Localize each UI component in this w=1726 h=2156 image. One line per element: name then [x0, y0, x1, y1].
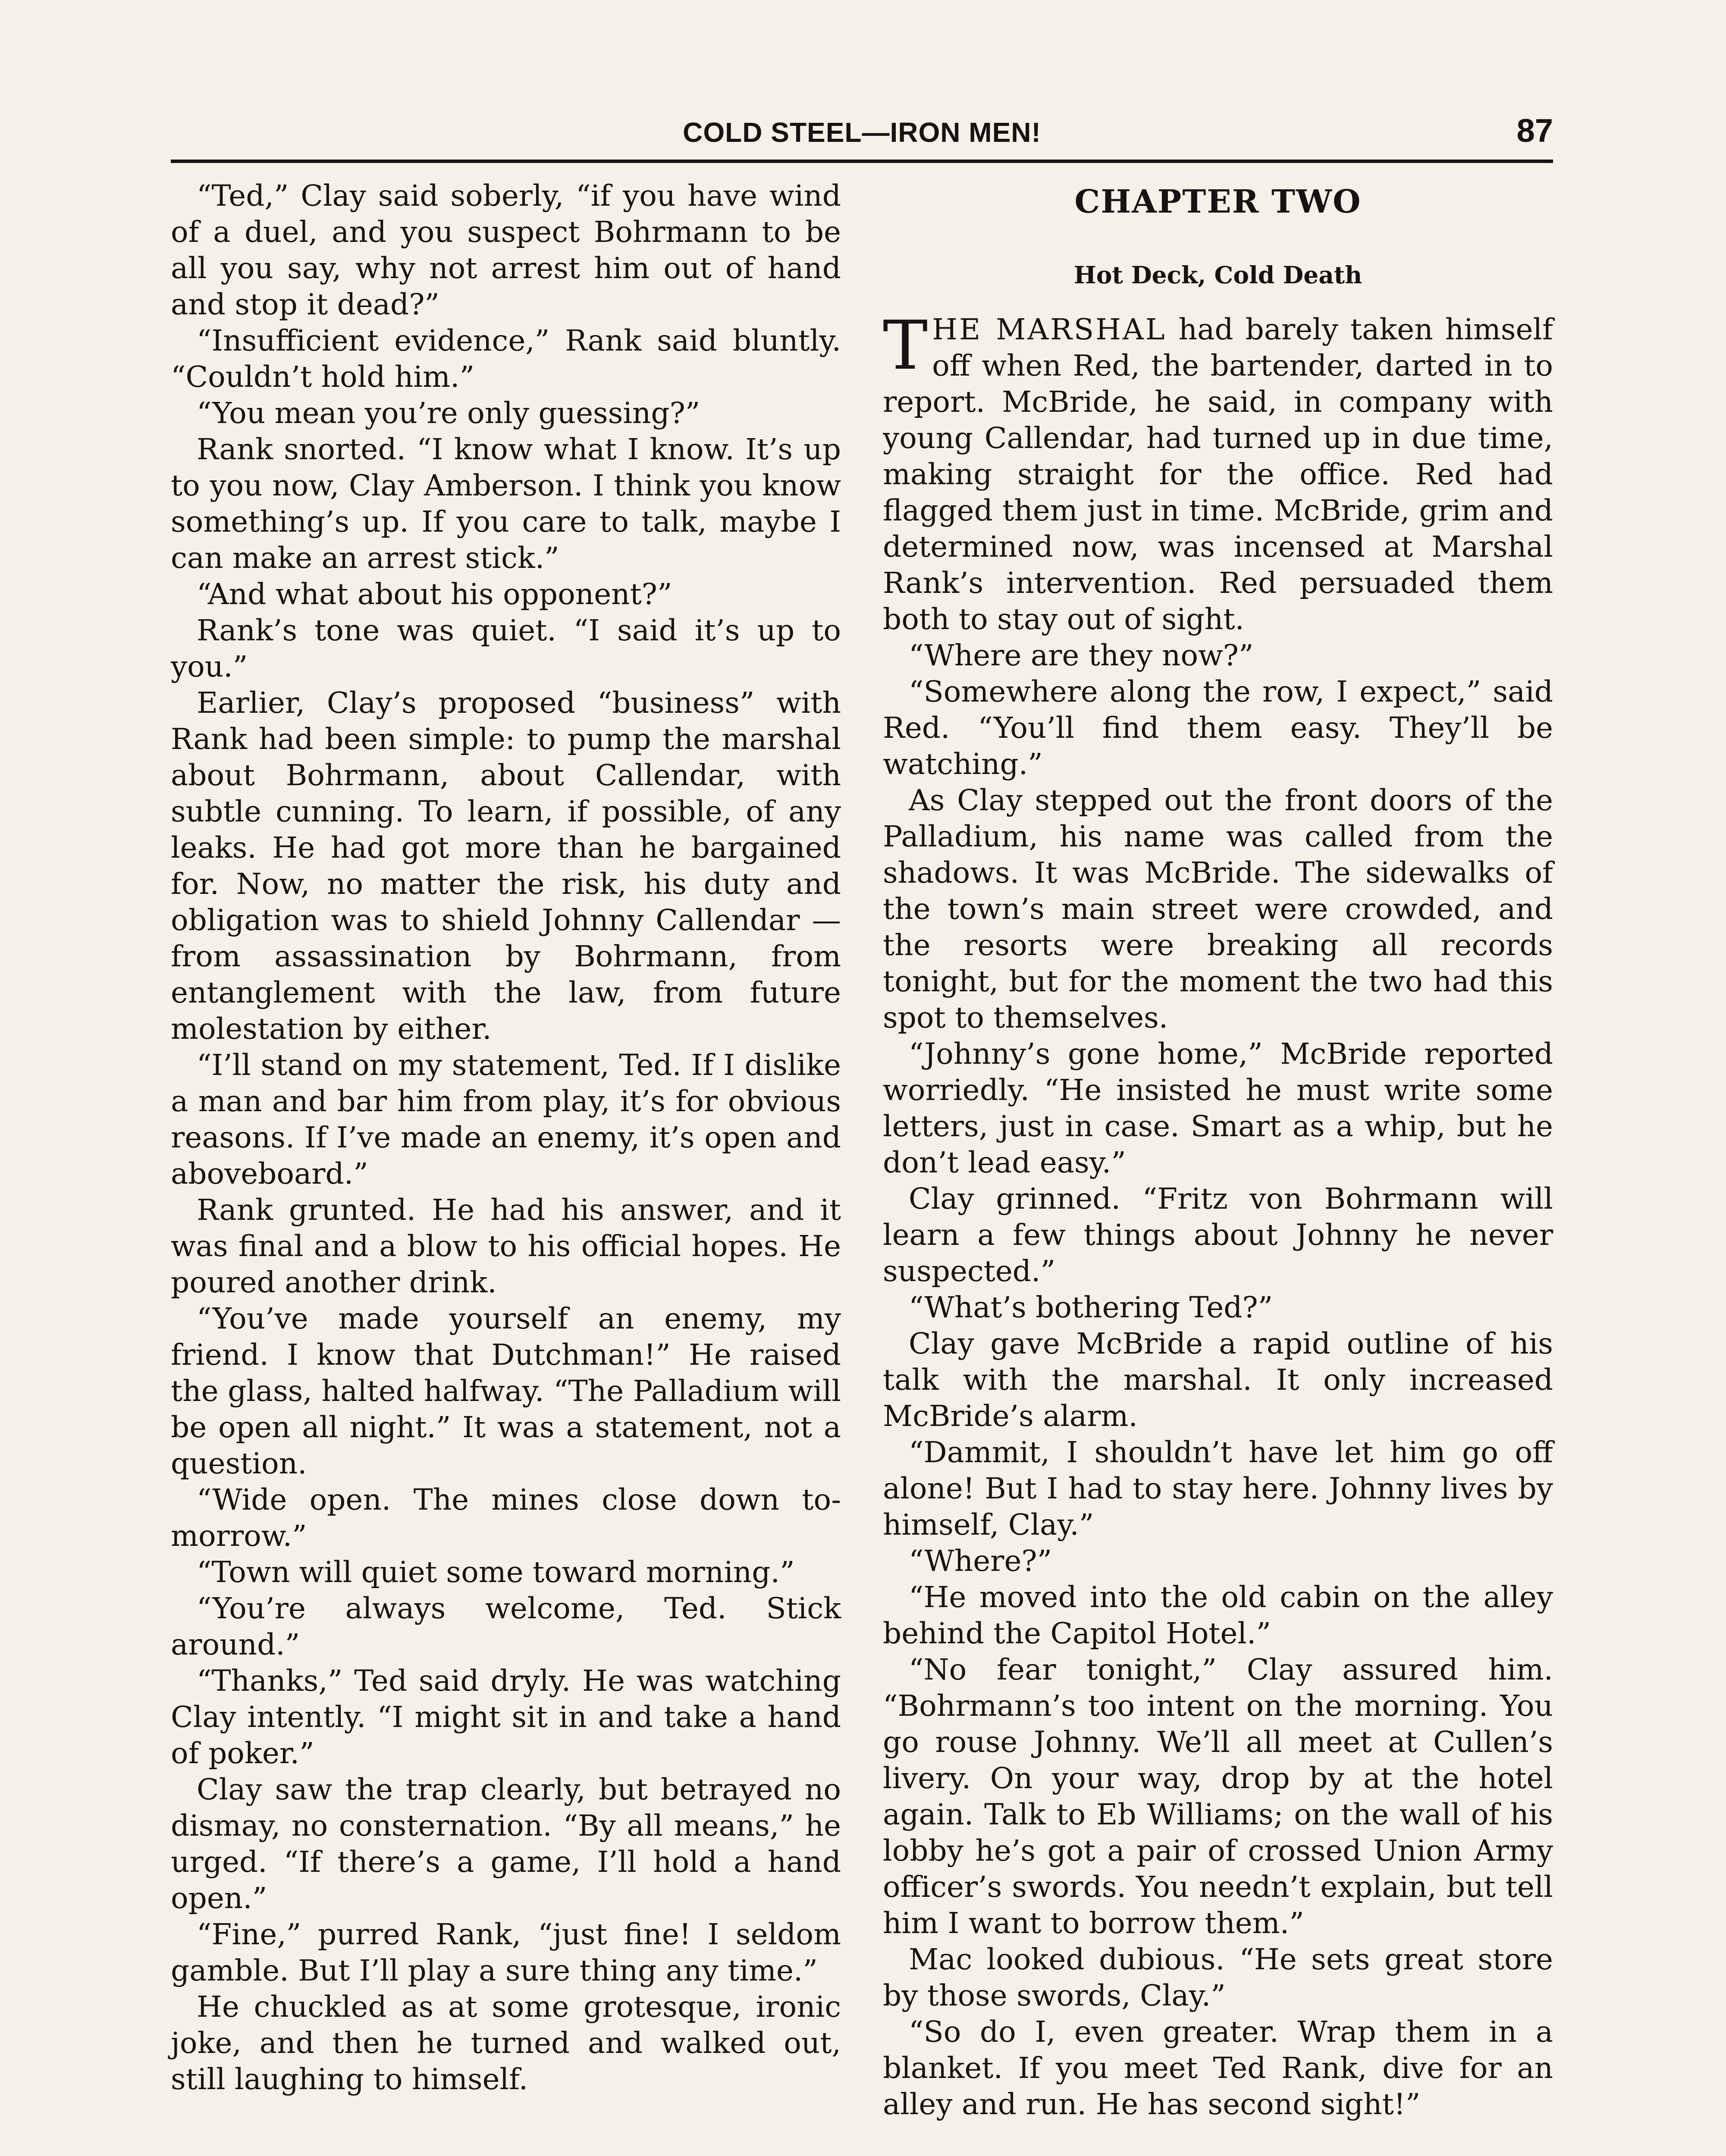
paragraph: “Insufficient evidence,” Rank said bluntly. “Couldn’t hold him.” [171, 323, 841, 394]
paragraph: “And what about his opponent?” [197, 577, 672, 611]
left-column [171, 178, 841, 2097]
paragraph: “Where are they now?” [909, 638, 1254, 672]
paragraph: “Thanks,” Ted said dryly. He was watching Clay intently. “I might sit in and take a hand of poker.” [171, 1664, 841, 1770]
paragraph: “Somewhere along the row, I expect,” said Red. “You’ll find them easy. They’ll be watching.” [883, 674, 1553, 781]
running-title: COLD STEEL—IRON MEN! [683, 117, 1041, 148]
chapter-title: CHAPTER TWO [1074, 183, 1362, 220]
paragraph: Mac looked dubious. “He sets great store by those swords, Clay.” [883, 1942, 1553, 2012]
paragraph: “He moved into the old cabin on the alley behind the Capitol Hotel.” [883, 1580, 1553, 1650]
paragraph: “So do I, even greater. Wrap them in a blanket. If you meet Ted Rank, dive for an alley and run. He has second sight!” [883, 2015, 1553, 2121]
paragraph: “Johnny’s gone home,” McBride reported worriedly. “He insisted he must write some letters, just in case. Smart as a whip, but he don’t lead easy.” [883, 1037, 1553, 1179]
running-head [171, 107, 1553, 159]
opening-paragraph [883, 306, 1553, 637]
paragraph: “You’re always welcome, Ted. Stick around.” [171, 1591, 841, 1661]
paragraph: Earlier, Clay’s proposed “business” with Rank had been simple: to pump the marshal about Bohrmann, about Callendar, with subtle cunning. To learn, if possible, of any leaks. He had got more than he bargained for. Now, no matter the risk, his duty and obligation was to shield Johnny Callendar — from assassination by Bohrmann, from entanglement with the law, from future molestation by either. [171, 686, 841, 1046]
header-rule [171, 160, 1553, 163]
paragraph: As Clay stepped out the front doors of the Palladium, his name was called from the shadows. It was McBride. The sidewalks of the town’s main street were crowded, and the resorts were breaking all records tonight, but for the moment the two had this spot to themselves. [883, 783, 1553, 1034]
right-column [883, 178, 1553, 2122]
paragraph: Rank snorted. “I know what I know. It’s up to you now, Clay Amberson. I think you know something’s up. If you care to talk, maybe I can make an arrest stick.” [171, 432, 841, 575]
paragraph: “Dammit, I shouldn’t have let him go off alone! But I had to stay here. Johnny lives by himself, Clay.” [883, 1435, 1553, 1542]
paragraph: Rank’s tone was quiet. “I said it’s up to you.” [171, 613, 841, 683]
paragraph: Clay grinned. “Fritz von Bohrmann will learn a few things about Johnny he never suspected.” [883, 1181, 1553, 1288]
paragraph: “What’s bothering Ted?” [909, 1290, 1273, 1324]
paragraph: “I’ll stand on my statement, Ted. If I dislike a man and bar him from play, it’s for obvious reasons. If I’ve made an enemy, it’s open and aboveboard.” [171, 1048, 841, 1191]
paragraph: “Town will quiet some toward morning.” [197, 1555, 795, 1589]
paragraph: Rank grunted. He had his answer, and it was final and a blow to his official hopes. He poured another drink. [171, 1193, 841, 1299]
paragraph: “You’ve made yourself an enemy, my friend. I know that Dutchman!” He raised the glass, halted halfway. “The Palladium will be open all night.” It was a statement, not a question. [171, 1301, 841, 1480]
chapter-subtitle: Hot Deck, Cold Death [1073, 261, 1362, 289]
paragraph: “You mean you’re only guessing?” [197, 396, 700, 430]
paragraph: “No fear tonight,” Clay assured him. “Bohrmann’s too intent on the morning. You go rouse Johnny. We’ll all meet at Cullen’s livery. On your way, drop by at the hotel again. Talk to Eb Williams; on the wall of his lobby he’s got a pair of crossed Union Army officer’s swords. You needn’t explain, but tell him I want to borrow them.” [883, 1652, 1553, 1940]
paragraph: “Wide open. The mines close down tomorrow.” [171, 1482, 841, 1553]
drop-cap: T [883, 306, 928, 385]
paragraph: He chuckled as at some grotesque, ironic joke, and then he turned and walked out, still laughing to himself. [171, 1990, 841, 2096]
paragraph: “Where?” [909, 1544, 1052, 1578]
page-number: 87 [1516, 113, 1553, 149]
paragraph: Clay gave McBride a rapid outline of his talk with the marshal. It only increased McBride’s alarm. [883, 1326, 1553, 1433]
paragraph: “Fine,” purred Rank, “just fine! I seldom gamble. But I’ll play a sure thing any time.” [171, 1917, 841, 1987]
paragraph: “Ted,” Clay said soberly, “if you have wind of a duel, and you suspect Bohrmann to be all you say, why not arrest him out of hand and stop it dead?” [171, 179, 841, 321]
paragraph: Clay saw the trap clearly, but betrayed no dismay, no consternation. “By all means,” he urged. “If there’s a game, I’ll hold a hand open.” [171, 1772, 841, 1915]
opening-paragraph-text: had barely taken himself off when Red, the bartender, darted in to report. McBride, he said, in company with young Callendar, had turned up in due time, making straight for the office. Red had flagged them just in time. McBride, grim and determined now, was incensed at Marshal Rank’s intervention. Red persuaded them both to stay out of sight. [883, 312, 1553, 636]
lead-in: HE MARSHAL [932, 312, 1167, 346]
